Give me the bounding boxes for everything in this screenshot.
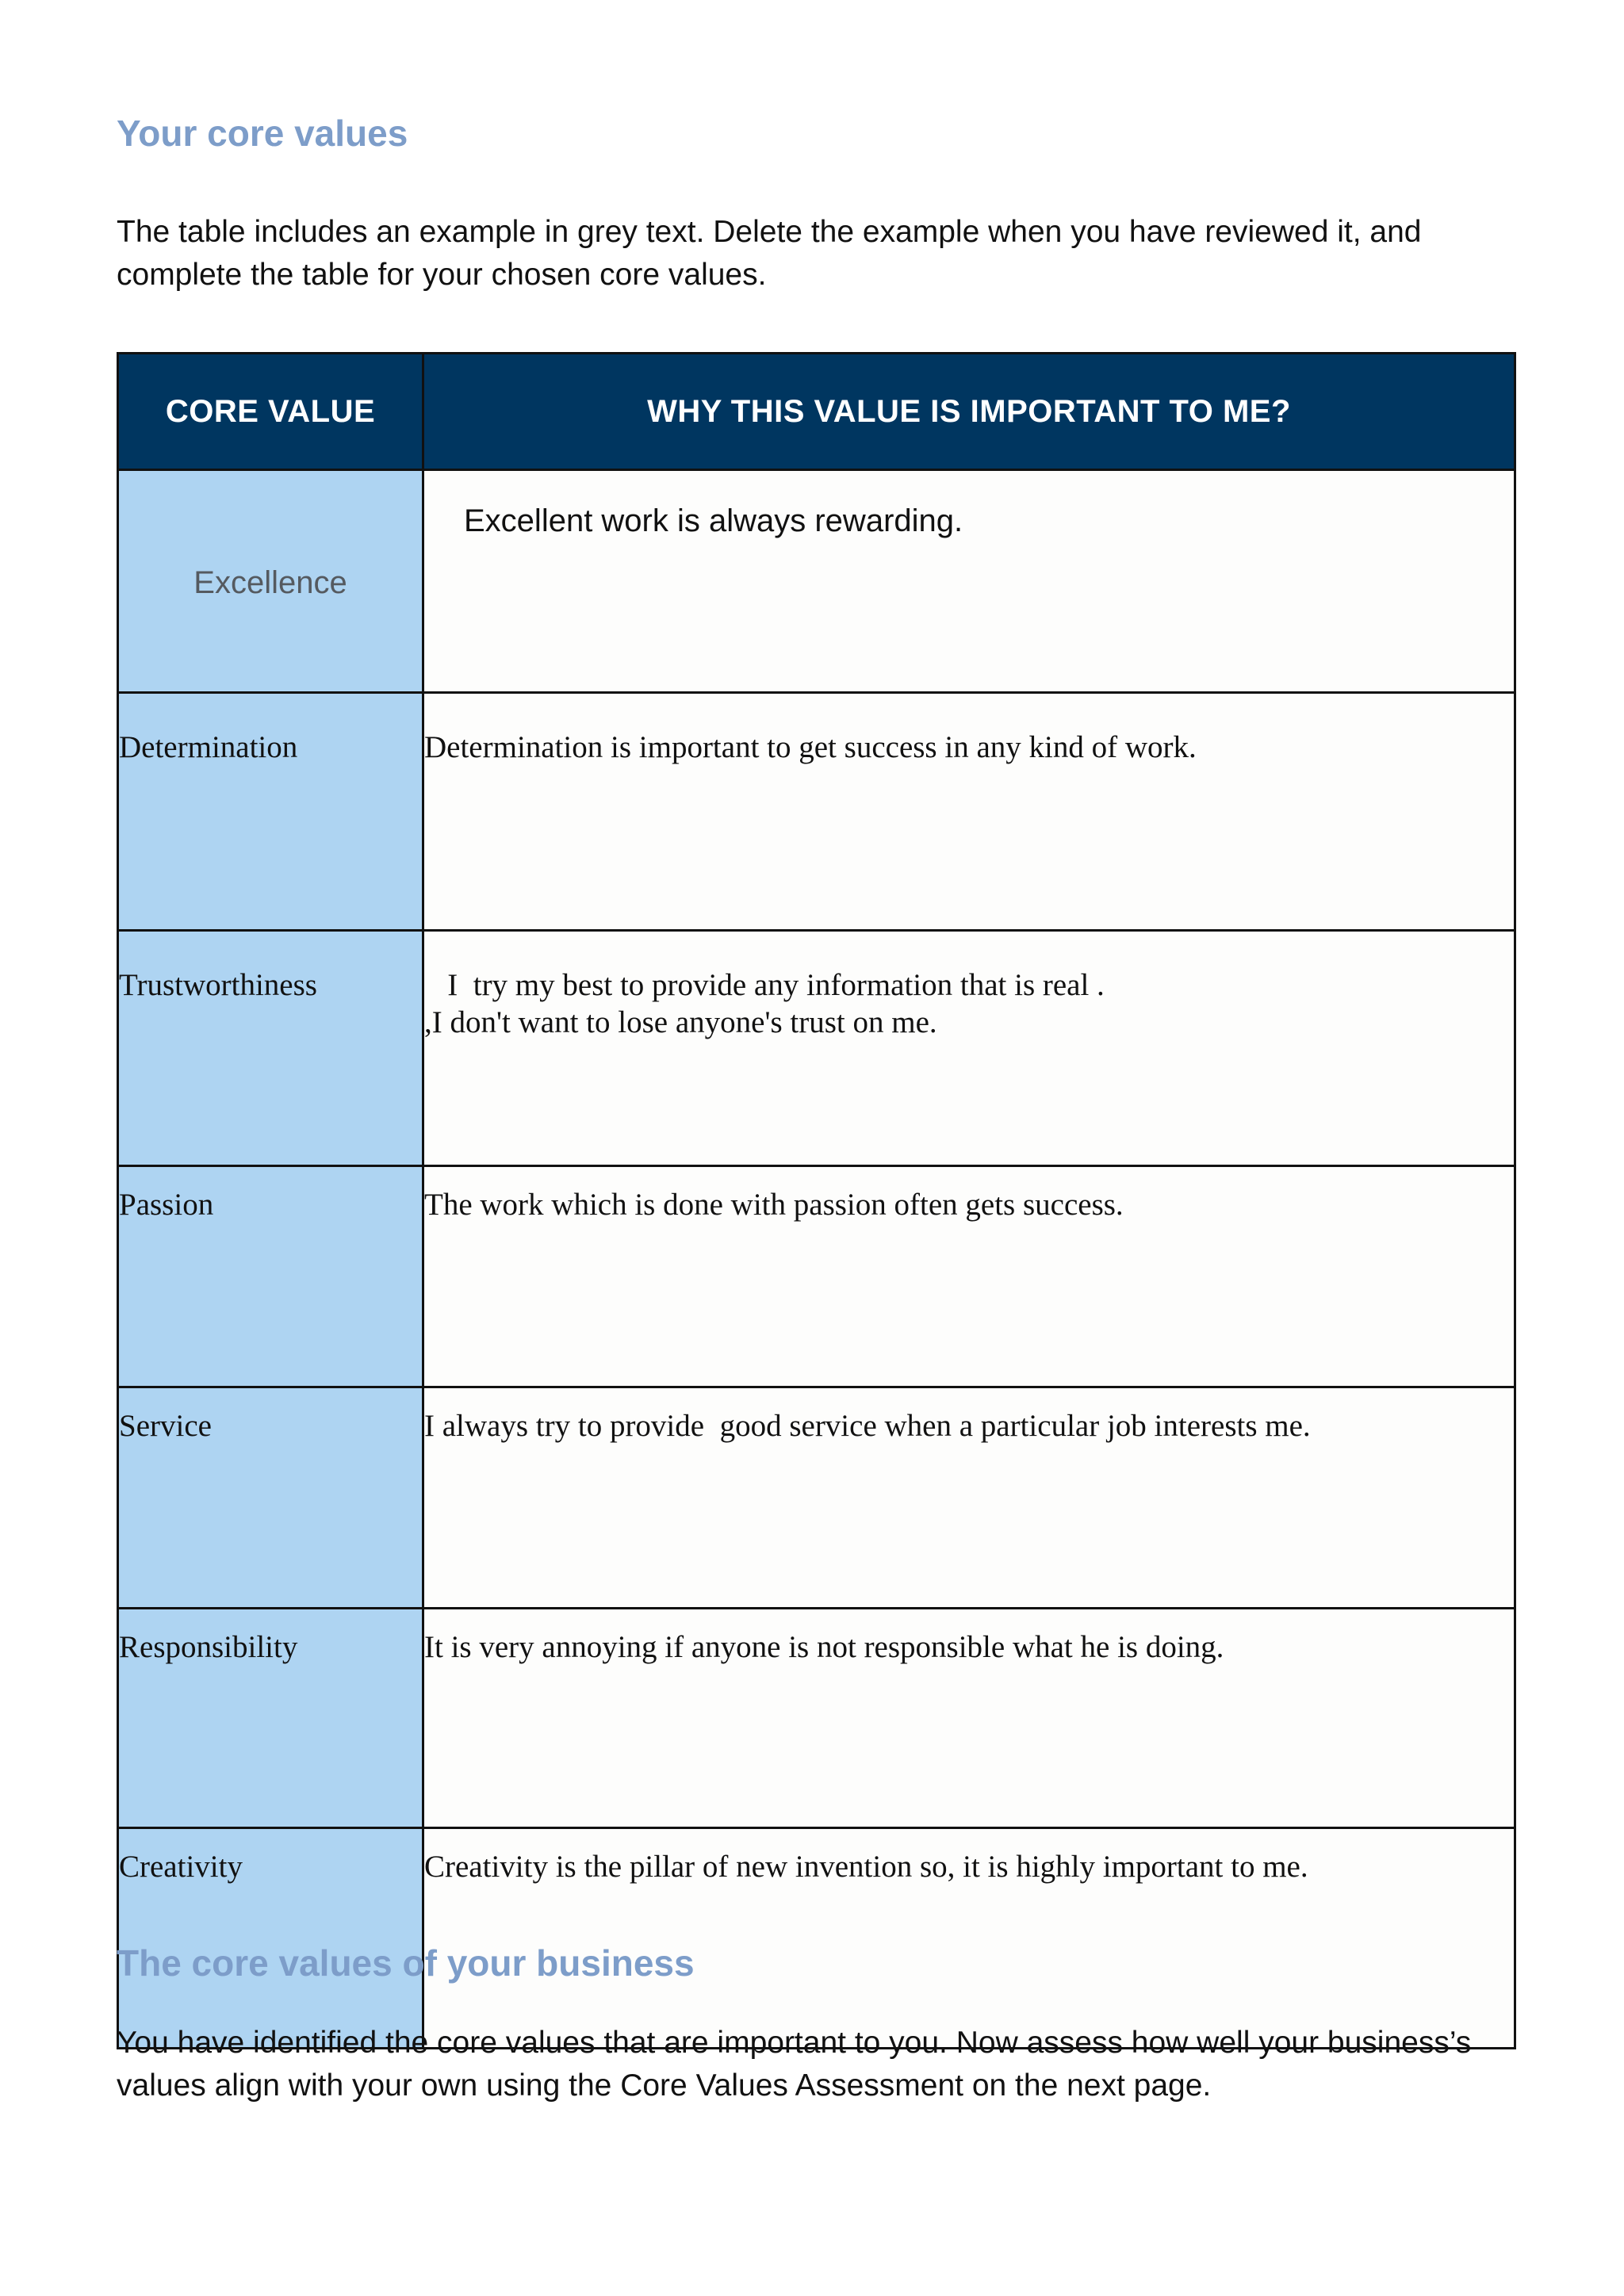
why-cell[interactable] bbox=[423, 1828, 1515, 2049]
header-why-important: WHY THIS VALUE IS IMPORTANT TO ME? bbox=[423, 354, 1515, 470]
value-cell[interactable] bbox=[118, 931, 423, 1166]
why-cell[interactable] bbox=[423, 1166, 1515, 1387]
example-value-text: Excellence bbox=[193, 564, 347, 600]
why-text: Determination is important to get success in any kind of work. bbox=[424, 730, 1197, 764]
why-text: Creativity is the pillar of new invention so, it is highly important to me. bbox=[424, 1850, 1308, 1884]
value-text: Creativity bbox=[119, 1850, 243, 1884]
value-text: Trustworthiness bbox=[119, 968, 317, 1002]
table-row bbox=[118, 1609, 1515, 1828]
value-cell[interactable] bbox=[118, 1387, 423, 1609]
why-cell[interactable] bbox=[423, 931, 1515, 1166]
why-text: The work which is done with passion often gets success. bbox=[424, 1188, 1124, 1222]
intro-paragraph: The table includes an example in grey text. Delete the example when you have reviewed it, and complete the table for your chosen core values. bbox=[117, 215, 1422, 292]
table-row bbox=[118, 1166, 1515, 1387]
table-row bbox=[118, 931, 1515, 1166]
table-header-row bbox=[118, 354, 1515, 470]
value-cell[interactable] bbox=[118, 1166, 423, 1387]
why-cell[interactable] bbox=[423, 1609, 1515, 1828]
table-row bbox=[118, 1828, 1515, 2049]
section-heading-business-values: The core values of your business bbox=[117, 1942, 695, 1984]
why-cell[interactable] bbox=[423, 693, 1515, 931]
value-cell[interactable] bbox=[118, 1609, 423, 1828]
why-text: I always try to provide good service when a particular job interests me. bbox=[424, 1409, 1311, 1443]
section-heading-core-values: Your core values bbox=[117, 113, 408, 154]
example-value-cell[interactable] bbox=[118, 470, 423, 693]
example-why-text: Excellent work is always rewarding. bbox=[464, 503, 963, 538]
value-text: Determination bbox=[119, 730, 298, 764]
header-core-value: CORE VALUE bbox=[118, 354, 423, 470]
value-text: Passion bbox=[119, 1188, 214, 1222]
table-row bbox=[118, 693, 1515, 931]
table-row bbox=[118, 1387, 1515, 1609]
value-cell[interactable] bbox=[118, 693, 423, 931]
value-text: Responsibility bbox=[119, 1630, 298, 1664]
why-text: It is very annoying if anyone is not responsible what he is doing. bbox=[424, 1630, 1224, 1664]
value-text: Service bbox=[119, 1409, 212, 1443]
example-row bbox=[118, 470, 1515, 693]
why-cell[interactable] bbox=[423, 1387, 1515, 1609]
business-values-paragraph: You have identified the core values that are important to you. Now assess how well your business’s values align with your own using the Core Values Assessment on the next page. bbox=[117, 2026, 1472, 2103]
example-why-cell[interactable] bbox=[423, 470, 1515, 693]
core-values-table bbox=[117, 352, 1516, 2049]
value-cell[interactable] bbox=[118, 1828, 423, 2049]
why-text: I try my best to provide any information that is real . ,I don't want to lose anyone's trust on me. bbox=[424, 968, 1105, 1039]
